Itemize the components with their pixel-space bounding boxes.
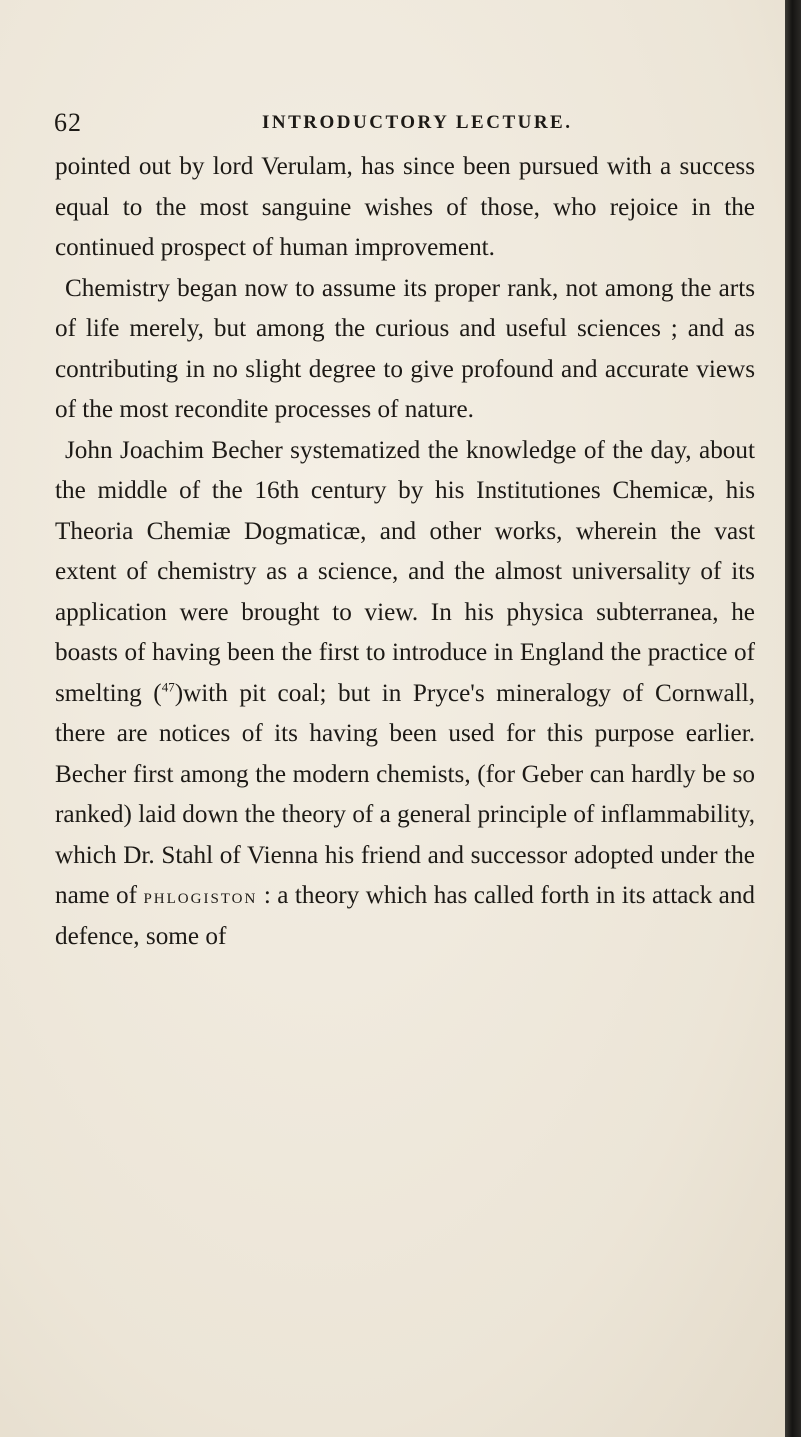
- book-binding-edge: [785, 0, 801, 1437]
- paragraph-text-after-note: )with pit coal; but in Pryce's mineralogy of Cornwall, there are notices of its having been used for this purpose earlier. Becher first among the modern chemists, (for Geber can hardly be so ranked) laid down the theory of a general principle of inflammability, which Dr. Stahl of Vienna his friend and successor adopted under the name of: [55, 679, 755, 909]
- running-head: INTRODUCTORY LECTURE.: [262, 112, 573, 133]
- paragraph-text-before-note: John Joachim Becher systematized the knowledge of the day, about the middle of the 16th century by his Institutiones Chemicæ, his Theoria Chemiæ Dogmaticæ, and other works, wherein the vast extent of chemistry as a science, and the almost universality of its application were brought to view. In his physica subterranea, he boasts of having been the first to introduce in England the practice of smelting (: [55, 436, 755, 707]
- page-number: 62: [54, 108, 82, 137]
- paragraph-text: Chemistry began now to assume its proper rank, not among the arts of life merely, but among the curious and useful sciences ; and as contributing in no slight degree to give profound and accurate views of the most recondite processes of nature.: [55, 274, 755, 423]
- paragraph-chemistry-rank: [55, 269, 755, 431]
- footnote-marker: 47: [161, 679, 175, 695]
- paragraph-text-after-term: : a theory which has called forth in its attack and defence, some of: [55, 882, 756, 950]
- paragraph-becher: [55, 431, 755, 958]
- paragraph-continuation: [55, 147, 755, 269]
- paragraph-text: pointed out by lord Verulam, has since been pursued with a success equal to the most sanguine wishes of those, who rejoice in the continued prospect of human improvement.: [55, 153, 755, 261]
- phlogiston-term: phlogiston: [143, 884, 258, 908]
- body-text: [55, 147, 755, 957]
- page-header: [54, 100, 754, 140]
